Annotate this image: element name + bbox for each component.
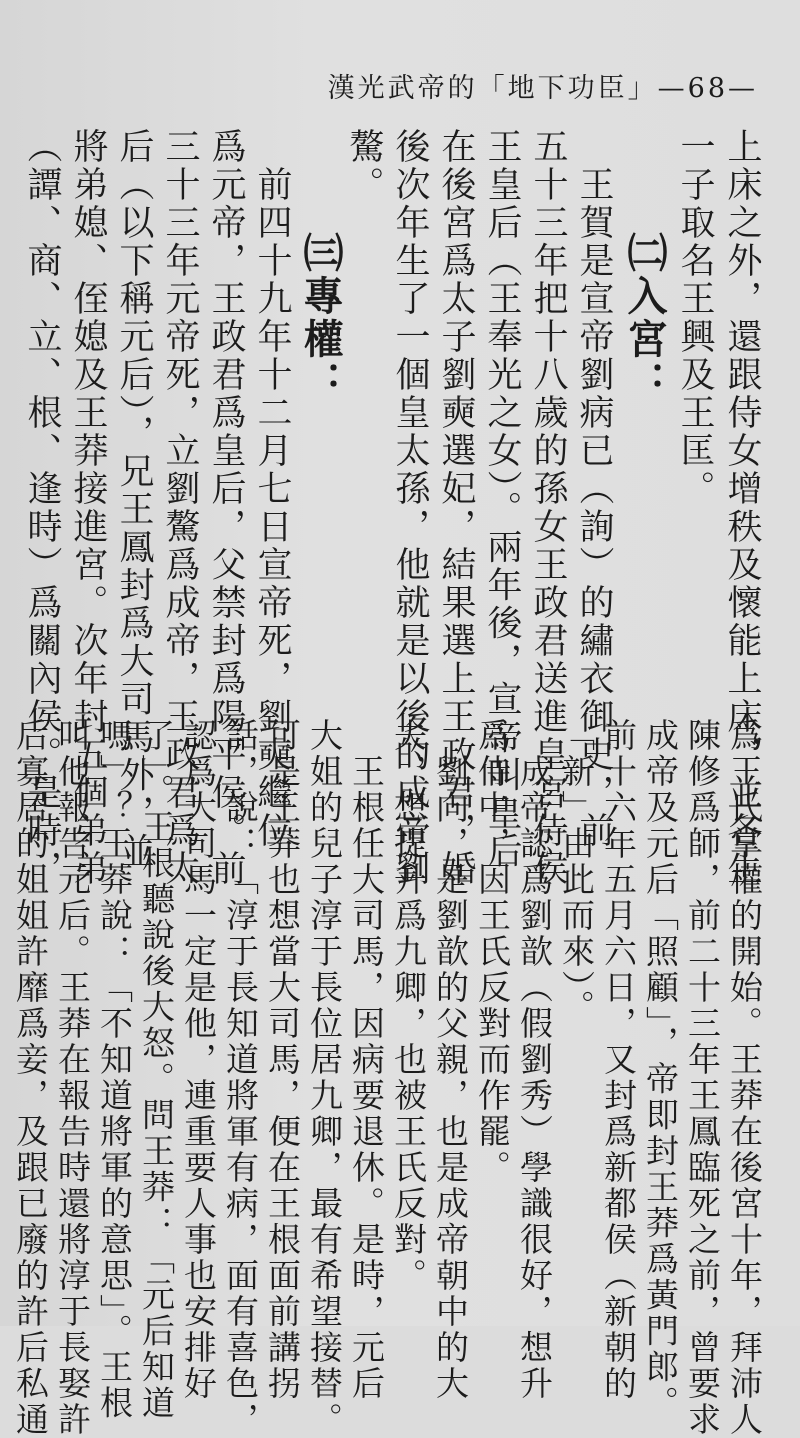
running-header: 漢光武帝的「地下功臣」—68— <box>327 73 758 104</box>
section-heading: ㈢專權： <box>297 232 343 404</box>
section-heading: ㈡入宮： <box>621 232 667 404</box>
text-column: 話，說：「淳于長知道將軍有病，面有喜色， <box>221 718 260 1438</box>
text-column: 叫他報告元后。王莽在報告時還將淳于長娶許 <box>53 718 92 1438</box>
text-column: 了」。王根聽說後大怒。問王莽：「元后知道 <box>137 718 176 1422</box>
text-column: 后寡居的姐姐許靡爲妾，及跟已廢的許后私通 <box>11 718 50 1438</box>
text-column: 將弟媳、侄媳及王莽接進宮。次年封五個弟弟 <box>68 128 108 888</box>
text-column: 王根任大司馬，因病要退休。是時，元后 <box>347 718 386 1402</box>
text-column: 王賀是宣帝劉病已（詢）的繡衣御史，前 <box>574 128 614 850</box>
text-column: 三十三年元帝死，立劉驁爲成帝，王政君爲太 <box>160 128 200 888</box>
text-column: 在後宮爲太子劉奭選妃，結果選上王政君，婚 <box>436 128 476 888</box>
text-column: 夫，想提升爲九卿，也被王氏反對。 <box>389 718 428 1294</box>
text-column: 成帝及元后「照顧」，帝即封王莽爲黃門郎。 <box>641 718 680 1422</box>
text-column: 認爲大司馬一定是他，連重要人事也安排好 <box>179 718 218 1402</box>
text-column: 陳修爲師，前二十三年王鳳臨死之前，曾要求 <box>683 718 722 1438</box>
text-column: 五十三年把十八歲的孫女王政君送進皇宮侍侯 <box>528 128 568 888</box>
text-column: 后（以下稱元后），兄王鳳封爲大司馬外，並 <box>114 128 154 871</box>
text-column: 爲侍中，因王氏反對而作罷。 <box>473 718 512 1186</box>
text-column: 一子取名王興及王匡。 <box>675 128 715 508</box>
text-column: 大姐的兒子淳于長位居九卿，最有希望接替。 <box>305 718 344 1438</box>
text-column: 「新」由此而來）。 <box>557 718 596 1026</box>
text-column: 驁。 <box>344 128 384 204</box>
text-column: 上床之外，還跟侍女增秩及懷能上床，並各生 <box>722 128 762 888</box>
text-column: 王皇后（王奉光之女）。兩年後，宣帝叫皇后 <box>482 128 522 871</box>
text-column: 可是王莽也想當大司馬，便在王根面前講拐 <box>263 718 302 1402</box>
text-column: 成帝認爲劉歆（假劉秀）學識很好，想升 <box>515 718 554 1402</box>
text-column: 爲元帝，王政君爲皇后，父禁封爲陽平侯。前 <box>206 128 246 888</box>
text-column: 劉向，是劉歆的父親，也是成帝朝中的大 <box>431 718 470 1402</box>
text-column: 爲王氏掌權的開始。王莽在後宮十年，拜沛人 <box>725 718 764 1438</box>
text-column: （譚、商、立、根、逢時）爲關內侯。是時， <box>22 128 62 888</box>
text-column: 後次年生了一個皇太孫，他就是以後的成帝劉 <box>390 128 430 888</box>
text-column: 前十六年五月六日，又封爲新都侯（新朝的 <box>599 718 638 1402</box>
text-column: 嗎」？王莽說：「不知道將軍的意思」。王根 <box>95 718 134 1422</box>
text-column: 前四十九年十二月七日宣帝死，劉奭繼位 <box>252 128 292 850</box>
